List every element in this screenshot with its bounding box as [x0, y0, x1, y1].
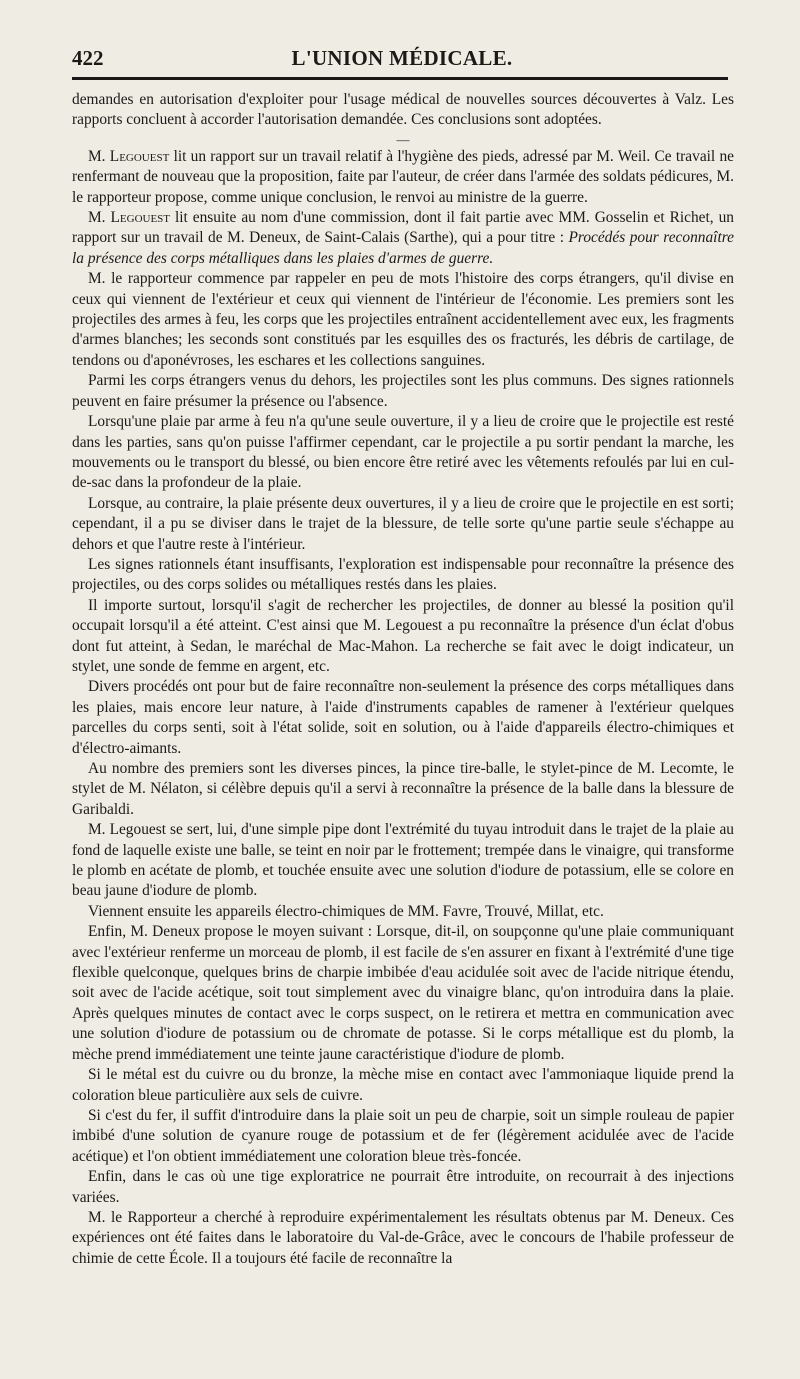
paragraph-5: Lorsqu'une plaie par arme à feu n'a qu'une seule ouverture, il y a lieu de croire que le projectile est resté dans les parties, sans qu'on puisse l'affirmer cependant, car le projectile a pu sortir pendant la marche, les mouvements ou le transport du blessé, ou bien encore être retiré avec les vêtements refoulés par lui en cul-de-sac dans la profondeur de la plaie. — [72, 413, 734, 492]
paragraph-3: M. le rapporteur commence par rappeler en peu de mots l'histoire des corps étrangers, qu'il divise en ceux qui viennent de l'extérieur et ceux qui viennent de l'intérieur de l'économie. Les premiers sont les projectiles des armes à feu, les corps que les projectiles entraînent accidentellement avec eux, les fragments d'armes blanches; les seconds sont constitués par les esquilles des os fracturés, les débris de cartilage, de tendons ou d'aponévroses, les eschares et les collections sanguines. — [72, 270, 734, 369]
article-body — [72, 90, 734, 1269]
paragraph-14: Si le métal est du cuivre ou du bronze, la mèche mise en contact avec l'ammoniaque liquide prend la coloration bleue particulière aux sels de cuivre. — [72, 1066, 734, 1104]
paragraph-10: Au nombre des premiers sont les diverses pinces, la pince tire-balle, le stylet-pince de M. Lecomte, le stylet de M. Nélaton, si célèbre depuis qu'il a servi à reconnaître la présence de la balle dans la blessure de Garibaldi. — [72, 760, 734, 818]
paragraph-15: Si c'est du fer, il suffit d'introduire dans la plaie soit un peu de charpie, soit un simple rouleau de papier imbibé d'une solution de cyanure rouge de potassium et de fer (légèrement acidulée avec de l'acide acétique) et l'on obtient immédiatement une coloration bleue très-foncée. — [72, 1106, 734, 1165]
paragraph-7: Les signes rationnels étant insuffisants, l'exploration est indispensable pour reconnaître la présence des projectiles, ou des corps solides ou métalliques restés dans les plaies. — [72, 555, 734, 594]
paragraph-2-prefix: M. — [88, 209, 111, 227]
paragraph-8: Il importe surtout, lorsqu'il s'agit de rechercher les projectiles, de donner au blessé la position qu'il occupait lorsqu'il a été atteint. C'est ainsi que M. Legouest a pu reconnaître la présence d'un éclat d'obus dont fut atteint, à Sedan, le maréchal de Mac-Mahon. La recherche se fait avec le doigt indicateur, un stylet, une sonde de femme en argent, etc. — [72, 596, 734, 675]
paragraph-0: demandes en autorisation d'exploiter pour l'usage médical de nouvelles sources découvertes à Valz. Les rapports concluent à accorder l'autorisation demandée. Ces conclusions sont adoptées. — [72, 91, 734, 129]
paragraph-1-text: lit un rapport sur un travail relatif à l'hygiène des pieds, adressé par M. Weil. Ce travail ne renfermant de nouveau que la proposition, faite par l'auteur, de créer dans l'armée des soldats pédicures, M. le rapporteur propose, comme unique conclusion, le renvoi au ministre de la guerre. — [72, 147, 734, 206]
section-separator: — — [396, 131, 410, 147]
paragraph-12: Viennent ensuite les appareils électro-chimiques de MM. Favre, Trouvé, Millat, etc. — [88, 902, 604, 920]
paragraph-2-text: lit ensuite au nom d'une commission, dont il fait partie avec MM. Gosselin et Richet, un rapport sur un travail de M. Deneux, de Saint-Calais (Sarthe), qui a pour titre : — [72, 209, 734, 247]
header-rule — [72, 77, 728, 80]
paragraph-9: Divers procédés ont pour but de faire reconnaître non-seulement la présence des corps métalliques dans les plaies, mais encore leur nature, à l'aide d'instruments capables de ramener à l'extérieur quelques parcelles du corps senti, soit à l'état solide, soit en solution, ou à l'aide d'appareils électro-chimiques et d'électro-aimants. — [72, 678, 734, 757]
work-title: Procédés pour reconnaître la présence des corps métalliques dans les plaies d'armes de guerre. — [72, 229, 734, 267]
author-name: Legouest — [110, 209, 171, 227]
paragraph-6: Lorsque, au contraire, la plaie présente deux ouvertures, il y a lieu de croire que le projectile en est sorti; cependant, il a pu se diviser dans le trajet de la blessure, de telle sorte qu'une partie seule s'échappe au dehors et que l'autre reste à l'intérieur. — [72, 494, 734, 553]
paragraph-16: Enfin, dans le cas où une tige exploratrice ne pourrait être introduite, on recourrait à des injections variées. — [72, 1168, 734, 1206]
paragraph-13: Enfin, M. Deneux propose le moyen suivant : Lorsque, dit-il, on soupçonne qu'une plaie communiquant avec l'extérieur renferme un morceau de plomb, il est facile de s'en assurer en fixant à l'extrémité d'une tige flexible quelconque, quelques brins de charpie imbibée d'eau acidulée soit avec de l'acide nitrique étendu, soit avec de l'acide acétique, soit tout simplement avec du vinaigre blanc, qu'on introduira dans la plaie. Après quelques minutes de contact avec le corps suspect, on le retirera et mettra en communication avec une solution d'iodure de potassium ou de chromate de potasse. Si le corps métallique est du plomb, la mèche prend immédiatement une teinte jaune caractéristique d'iodure de plomb. — [72, 923, 734, 1063]
paragraph-2 — [72, 208, 734, 269]
paragraph-1 — [72, 147, 734, 208]
author-name: Legouest — [109, 147, 170, 165]
page-header — [72, 40, 732, 74]
paragraph-1-prefix: M. — [88, 147, 110, 165]
paragraph-11: M. Legouest se sert, lui, d'une simple pipe dont l'extrémité du tuyau introduit dans le trajet de la plaie au fond de laquelle existe une balle, se teint en noir par le frottement; trempée dans le vinaigre, qui transforme le plomb en acétate de plomb, et touchée ensuite avec une solution d'iodure de potassium, elle se colore en beau jaune d'iodure de plomb. — [72, 821, 734, 900]
page-number: 422 — [72, 46, 104, 70]
running-title: L'UNION MÉDICALE. — [291, 46, 513, 70]
paragraph-17: M. le Rapporteur a cherché à reproduire expérimentalement les résultats obtenus par M. Deneux. Ces expériences ont été faites dans le laboratoire du Val-de-Grâce, avec le concours de l'habile professeur de chimie de cette École. Il a toujours été facile de reconnaître la — [72, 1208, 734, 1267]
paragraph-4: Parmi les corps étrangers venus du dehors, les projectiles sont les plus communs. Des signes rationnels peuvent en faire présumer la présence ou l'absence. — [72, 372, 734, 410]
